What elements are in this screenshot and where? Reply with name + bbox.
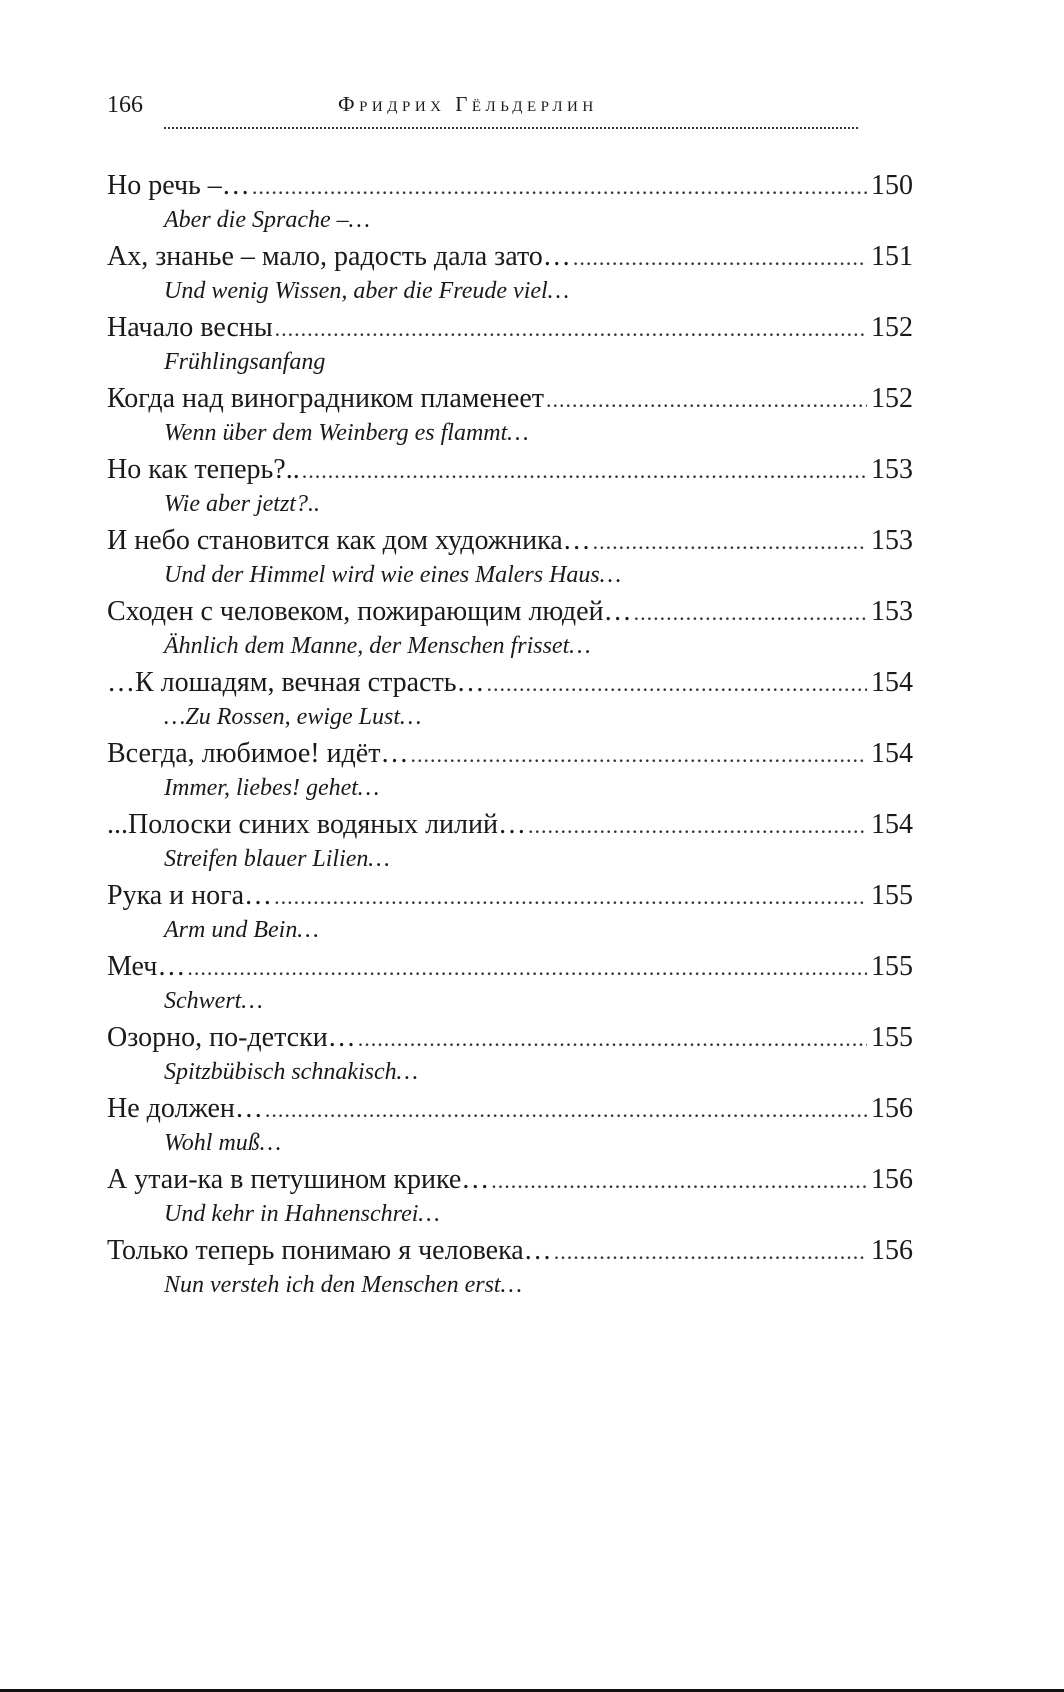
toc-entry-line — [107, 1232, 913, 1270]
toc-entry-original-title: Wenn über dem Weinberg es flammt… — [164, 420, 529, 446]
toc-entry-original-title: Streifen blauer Lilien… — [164, 846, 390, 872]
toc-entry-original-title: Spitzbübisch schnakisch… — [164, 1059, 418, 1085]
toc-entry-line — [107, 1090, 913, 1128]
toc-entry-original-title: Und der Himmel wird wie eines Malers Haus… — [164, 562, 622, 588]
toc-entry-original-title: Aber die Sprache –… — [164, 207, 370, 233]
toc-entry-original-title: Und kehr in Hahnenschrei… — [164, 1201, 440, 1227]
toc-entry-line — [107, 238, 913, 276]
dot-leader — [487, 665, 867, 703]
toc-entry-page-number: 155 — [871, 951, 913, 982]
dot-leader — [554, 1233, 867, 1271]
toc-entry-line — [107, 664, 913, 702]
table-of-contents — [107, 167, 913, 1303]
toc-entry-line — [107, 522, 913, 560]
toc-entry — [107, 522, 913, 593]
dot-leader — [491, 1162, 867, 1200]
toc-entry-title: Ах, знанье – мало, радость дала зато… — [107, 241, 571, 272]
toc-entry — [107, 735, 913, 806]
toc-entry — [107, 1090, 913, 1161]
toc-entry — [107, 664, 913, 735]
toc-entry-line — [107, 167, 913, 205]
toc-entry — [107, 1019, 913, 1090]
toc-entry-original-title: …Zu Rossen, ewige Lust… — [164, 704, 422, 730]
toc-entry-line — [107, 1161, 913, 1199]
toc-entry-page-number: 150 — [871, 170, 913, 201]
dot-leader — [358, 1020, 867, 1058]
toc-entry-page-number: 156 — [871, 1164, 913, 1195]
toc-entry — [107, 948, 913, 1019]
toc-entry-line — [107, 593, 913, 631]
toc-entry-title: Озорно, по-детски… — [107, 1022, 356, 1053]
toc-entry-original-title: Nun versteh ich den Menschen erst… — [164, 1272, 522, 1298]
toc-entry-line — [107, 806, 913, 844]
toc-entry-page-number: 154 — [871, 809, 913, 840]
toc-entry-line — [107, 735, 913, 773]
toc-entry — [107, 1232, 913, 1303]
toc-entry-title: И небо становится как дом художника… — [107, 525, 591, 556]
toc-entry-page-number: 155 — [871, 880, 913, 911]
dot-leader — [634, 594, 867, 632]
toc-entry-line — [107, 451, 913, 489]
toc-entry-title: Сходен с человеком, пожирающим людей… — [107, 596, 632, 627]
toc-entry-line — [107, 948, 913, 986]
toc-entry-title: Но речь –… — [107, 170, 250, 201]
dot-leader — [302, 452, 867, 490]
dot-leader — [252, 168, 867, 206]
running-title: Фридрих Гёльдерлин — [338, 92, 598, 116]
toc-entry-original-title: Frühlingsanfang — [164, 349, 326, 375]
toc-entry — [107, 451, 913, 522]
page-number: 166 — [107, 92, 143, 118]
toc-entry-page-number: 155 — [871, 1022, 913, 1053]
dot-leader — [265, 1091, 867, 1129]
toc-entry — [107, 167, 913, 238]
toc-entry-original-title: Wohl muß… — [164, 1130, 282, 1156]
toc-entry — [107, 380, 913, 451]
toc-entry-page-number: 153 — [871, 454, 913, 485]
toc-entry-title: А утаи-ка в петушином крике… — [107, 1164, 490, 1195]
toc-entry-page-number: 153 — [871, 525, 913, 556]
toc-entry-original-title: Immer, liebes! gehet… — [164, 775, 380, 801]
page-header — [107, 88, 857, 128]
toc-entry-title: Рука и нога… — [107, 880, 273, 911]
toc-entry-original-title: Arm und Bein… — [164, 917, 319, 943]
toc-entry — [107, 806, 913, 877]
toc-entry-page-number: 152 — [871, 312, 913, 343]
toc-entry-line — [107, 1019, 913, 1057]
toc-entry-title: Когда над виноградником пламенеет — [107, 383, 544, 414]
toc-entry-title: ...Полоски синих водяных лилий… — [107, 809, 526, 840]
toc-entry-page-number: 154 — [871, 667, 913, 698]
toc-entry-line — [107, 309, 913, 347]
toc-entry-original-title: Schwert… — [164, 988, 263, 1014]
toc-entry-page-number: 156 — [871, 1093, 913, 1124]
header-dotted-rule — [164, 127, 858, 129]
toc-entry — [107, 1161, 913, 1232]
toc-entry-page-number: 154 — [871, 738, 913, 769]
toc-entry-title: Меч… — [107, 951, 186, 982]
toc-entry — [107, 877, 913, 948]
dot-leader — [528, 807, 867, 845]
dot-leader — [546, 381, 867, 419]
toc-entry — [107, 593, 913, 664]
toc-entry — [107, 309, 913, 380]
toc-entry — [107, 238, 913, 309]
toc-entry-title: Всегда, любимое! идёт… — [107, 738, 409, 769]
toc-entry-title: …К лошадям, вечная страсть… — [107, 667, 485, 698]
toc-entry-original-title: Wie aber jetzt?.. — [164, 491, 320, 517]
dot-leader — [187, 949, 867, 987]
toc-entry-title: Начало весны — [107, 312, 273, 343]
toc-entry-page-number: 153 — [871, 596, 913, 627]
toc-entry-original-title: Und wenig Wissen, aber die Freude viel… — [164, 278, 570, 304]
toc-entry-page-number: 152 — [871, 383, 913, 414]
toc-entry-original-title: Ähnlich dem Manne, der Menschen frisset… — [164, 633, 591, 659]
toc-entry-line — [107, 380, 913, 418]
dot-leader — [593, 523, 867, 561]
toc-entry-title: Но как теперь?.. — [107, 454, 300, 485]
dot-leader — [274, 878, 867, 916]
toc-entry-title: Только теперь понимаю я человека… — [107, 1235, 552, 1266]
toc-entry-page-number: 151 — [871, 241, 913, 272]
dot-leader — [275, 310, 867, 348]
dot-leader — [573, 239, 867, 277]
dot-leader — [410, 736, 867, 774]
toc-entry-title: Не должен… — [107, 1093, 263, 1124]
toc-entry-line — [107, 877, 913, 915]
toc-entry-page-number: 156 — [871, 1235, 913, 1266]
